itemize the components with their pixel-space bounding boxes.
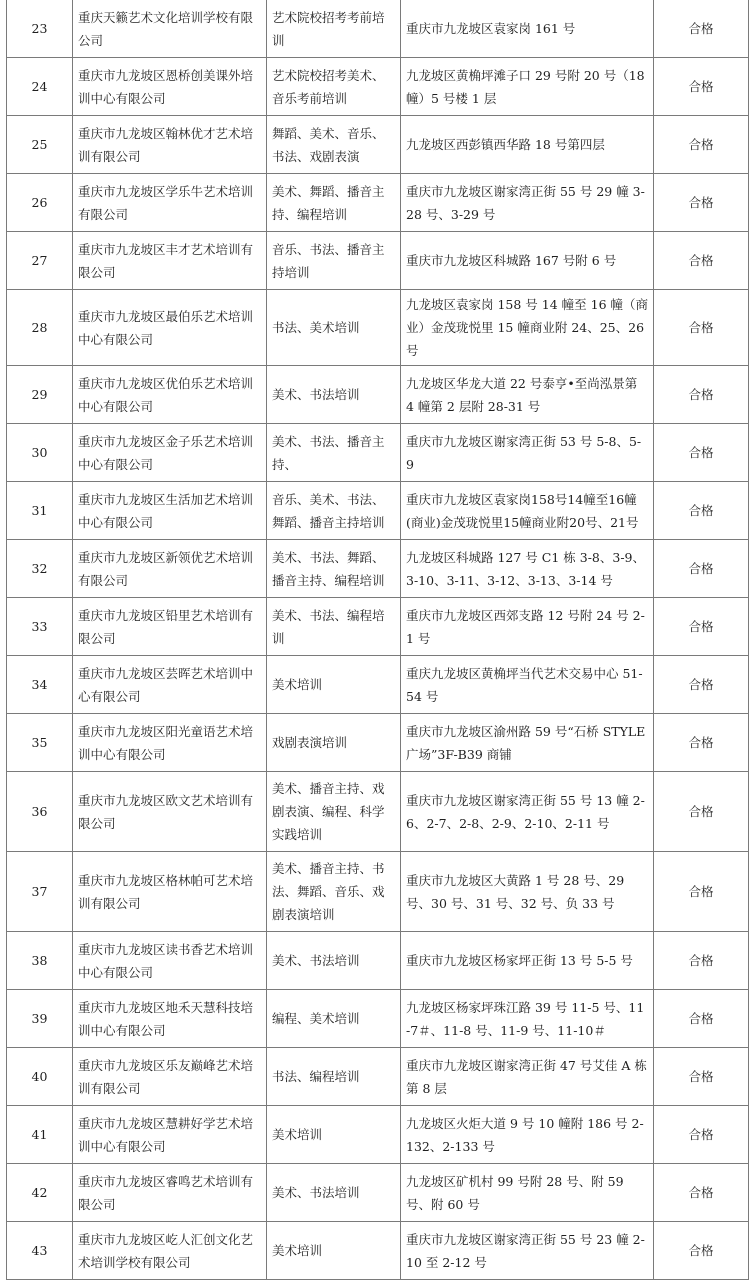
result-status: 合格: [654, 0, 749, 58]
training-type: 美术培训: [267, 1222, 401, 1280]
institution-name: 重庆市九龙坡区铅里艺术培训有限公司: [73, 598, 267, 656]
table-row: [7, 1164, 749, 1222]
inspection-table-container: [6, 0, 748, 1280]
institution-name: 重庆市九龙坡区慧耕好学艺术培训中心有限公司: [73, 1106, 267, 1164]
address: 重庆市九龙坡区谢家湾正街 47 号艾佳 A 栋第 8 层: [401, 1048, 654, 1106]
address: 九龙坡区杨家坪珠江路 39 号 11-5 号、11-7＃、11-8 号、11-9 号、11-10＃: [401, 990, 654, 1048]
row-number: 39: [7, 990, 73, 1048]
row-number: 32: [7, 540, 73, 598]
institution-name: 重庆市九龙坡区读书香艺术培训中心有限公司: [73, 932, 267, 990]
result-status: 合格: [654, 482, 749, 540]
institution-name: 重庆市九龙坡区格林帕可艺术培训有限公司: [73, 852, 267, 932]
result-status: 合格: [654, 1164, 749, 1222]
row-number: 37: [7, 852, 73, 932]
table-row: [7, 540, 749, 598]
address: 重庆市九龙坡区谢家湾正街 55 号 13 幢 2-6、2-7、2-8、2-9、2-10、2-11 号: [401, 772, 654, 852]
address: 重庆市九龙坡区谢家湾正街 55 号 29 幢 3-28 号、3-29 号: [401, 174, 654, 232]
training-type: 美术培训: [267, 1106, 401, 1164]
address: 重庆市九龙坡区谢家湾正街 55 号 23 幢 2-10 至 2-12 号: [401, 1222, 654, 1280]
table-row: [7, 366, 749, 424]
table-row: [7, 656, 749, 714]
row-number: 35: [7, 714, 73, 772]
result-status: 合格: [654, 58, 749, 116]
table-row: [7, 1048, 749, 1106]
address: 九龙坡区西彭镇西华路 18 号第四层: [401, 116, 654, 174]
institution-name: 重庆市九龙坡区生活加艺术培训中心有限公司: [73, 482, 267, 540]
address: 九龙坡区矿机村 99 号附 28 号、附 59 号、附 60 号: [401, 1164, 654, 1222]
result-status: 合格: [654, 772, 749, 852]
table-row: [7, 932, 749, 990]
address: 重庆市九龙坡区袁家岗 161 号: [401, 0, 654, 58]
table-row: [7, 1222, 749, 1280]
table-row: [7, 290, 749, 366]
address: 重庆市九龙坡区谢家湾正街 53 号 5-8、5-9: [401, 424, 654, 482]
institution-name: 重庆市九龙坡区金子乐艺术培训中心有限公司: [73, 424, 267, 482]
result-status: 合格: [654, 1106, 749, 1164]
table-row: [7, 424, 749, 482]
result-status: 合格: [654, 1048, 749, 1106]
result-status: 合格: [654, 424, 749, 482]
address: 重庆市九龙坡区科城路 167 号附 6 号: [401, 232, 654, 290]
training-type: 书法、美术培训: [267, 290, 401, 366]
training-type: 音乐、书法、播音主持培训: [267, 232, 401, 290]
row-number: 23: [7, 0, 73, 58]
row-number: 30: [7, 424, 73, 482]
address: 重庆市九龙坡区西郊支路 12 号附 24 号 2-1 号: [401, 598, 654, 656]
training-type: 美术、书法、舞蹈、播音主持、编程培训: [267, 540, 401, 598]
institution-name: 重庆市九龙坡区丰才艺术培训有限公司: [73, 232, 267, 290]
table-row: [7, 482, 749, 540]
table-row: [7, 990, 749, 1048]
training-type: 音乐、美术、书法、舞蹈、播音主持培训: [267, 482, 401, 540]
result-status: 合格: [654, 990, 749, 1048]
row-number: 26: [7, 174, 73, 232]
institution-name: 重庆市九龙坡区地禾天慧科技培训中心有限公司: [73, 990, 267, 1048]
training-type: 美术、播音主持、书法、舞蹈、音乐、戏剧表演培训: [267, 852, 401, 932]
address: 重庆市九龙坡区杨家坪正街 13 号 5-5 号: [401, 932, 654, 990]
table-row: [7, 116, 749, 174]
training-type: 编程、美术培训: [267, 990, 401, 1048]
institution-name: 重庆市九龙坡区芸晖艺术培训中心有限公司: [73, 656, 267, 714]
institution-name: 重庆市九龙坡区最伯乐艺术培训中心有限公司: [73, 290, 267, 366]
row-number: 27: [7, 232, 73, 290]
table-row: [7, 58, 749, 116]
table-row: [7, 174, 749, 232]
training-type: 美术、书法培训: [267, 366, 401, 424]
result-status: 合格: [654, 598, 749, 656]
address: 九龙坡区华龙大道 22 号泰亨•至尚泓景第 4 幢第 2 层附 28-31 号: [401, 366, 654, 424]
row-number: 34: [7, 656, 73, 714]
address: 重庆九龙坡区黄桷坪当代艺术交易中心 51-54 号: [401, 656, 654, 714]
row-number: 24: [7, 58, 73, 116]
row-number: 29: [7, 366, 73, 424]
training-type: 美术、书法培训: [267, 1164, 401, 1222]
training-type: 艺术院校招考考前培训: [267, 0, 401, 58]
row-number: 43: [7, 1222, 73, 1280]
address: 九龙坡区袁家岗 158 号 14 幢至 16 幢（商业）金茂珑悦里 15 幢商业附 24、25、26 号: [401, 290, 654, 366]
institution-name: 重庆市九龙坡区新领优艺术培训有限公司: [73, 540, 267, 598]
address: 重庆市九龙坡区大黄路 1 号 28 号、29 号、30 号、31 号、32 号、负 33 号: [401, 852, 654, 932]
training-type: 美术、书法、编程培训: [267, 598, 401, 656]
address: 九龙坡区火炬大道 9 号 10 幢附 186 号 2-132、2-133 号: [401, 1106, 654, 1164]
row-number: 40: [7, 1048, 73, 1106]
result-status: 合格: [654, 1222, 749, 1280]
result-status: 合格: [654, 656, 749, 714]
result-status: 合格: [654, 174, 749, 232]
inspection-results-table: [6, 0, 749, 1280]
result-status: 合格: [654, 714, 749, 772]
training-type: 美术、播音主持、戏剧表演、编程、科学实践培训: [267, 772, 401, 852]
result-status: 合格: [654, 932, 749, 990]
training-type: 美术、舞蹈、播音主持、编程培训: [267, 174, 401, 232]
table-row: [7, 1106, 749, 1164]
institution-name: 重庆市九龙坡区优伯乐艺术培训中心有限公司: [73, 366, 267, 424]
row-number: 31: [7, 482, 73, 540]
address: 九龙坡区黄桷坪滩子口 29 号附 20 号（18 幢）5 号楼 1 层: [401, 58, 654, 116]
institution-name: 重庆天籁艺术文化培训学校有限公司: [73, 0, 267, 58]
training-type: 戏剧表演培训: [267, 714, 401, 772]
table-row: [7, 714, 749, 772]
institution-name: 重庆市九龙坡区阳光童语艺术培训中心有限公司: [73, 714, 267, 772]
result-status: 合格: [654, 290, 749, 366]
row-number: 33: [7, 598, 73, 656]
row-number: 41: [7, 1106, 73, 1164]
result-status: 合格: [654, 852, 749, 932]
institution-name: 重庆市九龙坡区睿鸣艺术培训有限公司: [73, 1164, 267, 1222]
address: 九龙坡区科城路 127 号 C1 栋 3-8、3-9、3-10、3-11、3-12、3-13、3-14 号: [401, 540, 654, 598]
result-status: 合格: [654, 116, 749, 174]
institution-name: 重庆市九龙坡区乐友巅峰艺术培训有限公司: [73, 1048, 267, 1106]
row-number: 42: [7, 1164, 73, 1222]
training-type: 美术、书法、播音主持、: [267, 424, 401, 482]
training-type: 美术培训: [267, 656, 401, 714]
training-type: 美术、书法培训: [267, 932, 401, 990]
institution-name: 重庆市九龙坡区学乐牛艺术培训有限公司: [73, 174, 267, 232]
training-type: 书法、编程培训: [267, 1048, 401, 1106]
address: 重庆市九龙坡区袁家岗158号14幢至16幢(商业)金茂珑悦里15幢商业附20号、21号: [401, 482, 654, 540]
table-row: [7, 232, 749, 290]
table-row: [7, 598, 749, 656]
result-status: 合格: [654, 232, 749, 290]
row-number: 25: [7, 116, 73, 174]
row-number: 28: [7, 290, 73, 366]
address: 重庆市九龙坡区渝州路 59 号“石桥 STYLE 广场”3F-B39 商铺: [401, 714, 654, 772]
result-status: 合格: [654, 540, 749, 598]
institution-name: 重庆市九龙坡区欧文艺术培训有限公司: [73, 772, 267, 852]
training-type: 舞蹈、美术、音乐、书法、戏剧表演: [267, 116, 401, 174]
institution-name: 重庆市九龙坡区恩桥创美课外培训中心有限公司: [73, 58, 267, 116]
institution-name: 重庆市九龙坡区屹人汇创文化艺术培训学校有限公司: [73, 1222, 267, 1280]
row-number: 36: [7, 772, 73, 852]
institution-name: 重庆市九龙坡区翰林优才艺术培训有限公司: [73, 116, 267, 174]
row-number: 38: [7, 932, 73, 990]
table-row: [7, 772, 749, 852]
table-row: [7, 852, 749, 932]
table-row: [7, 0, 749, 58]
result-status: 合格: [654, 366, 749, 424]
training-type: 艺术院校招考美术、音乐考前培训: [267, 58, 401, 116]
